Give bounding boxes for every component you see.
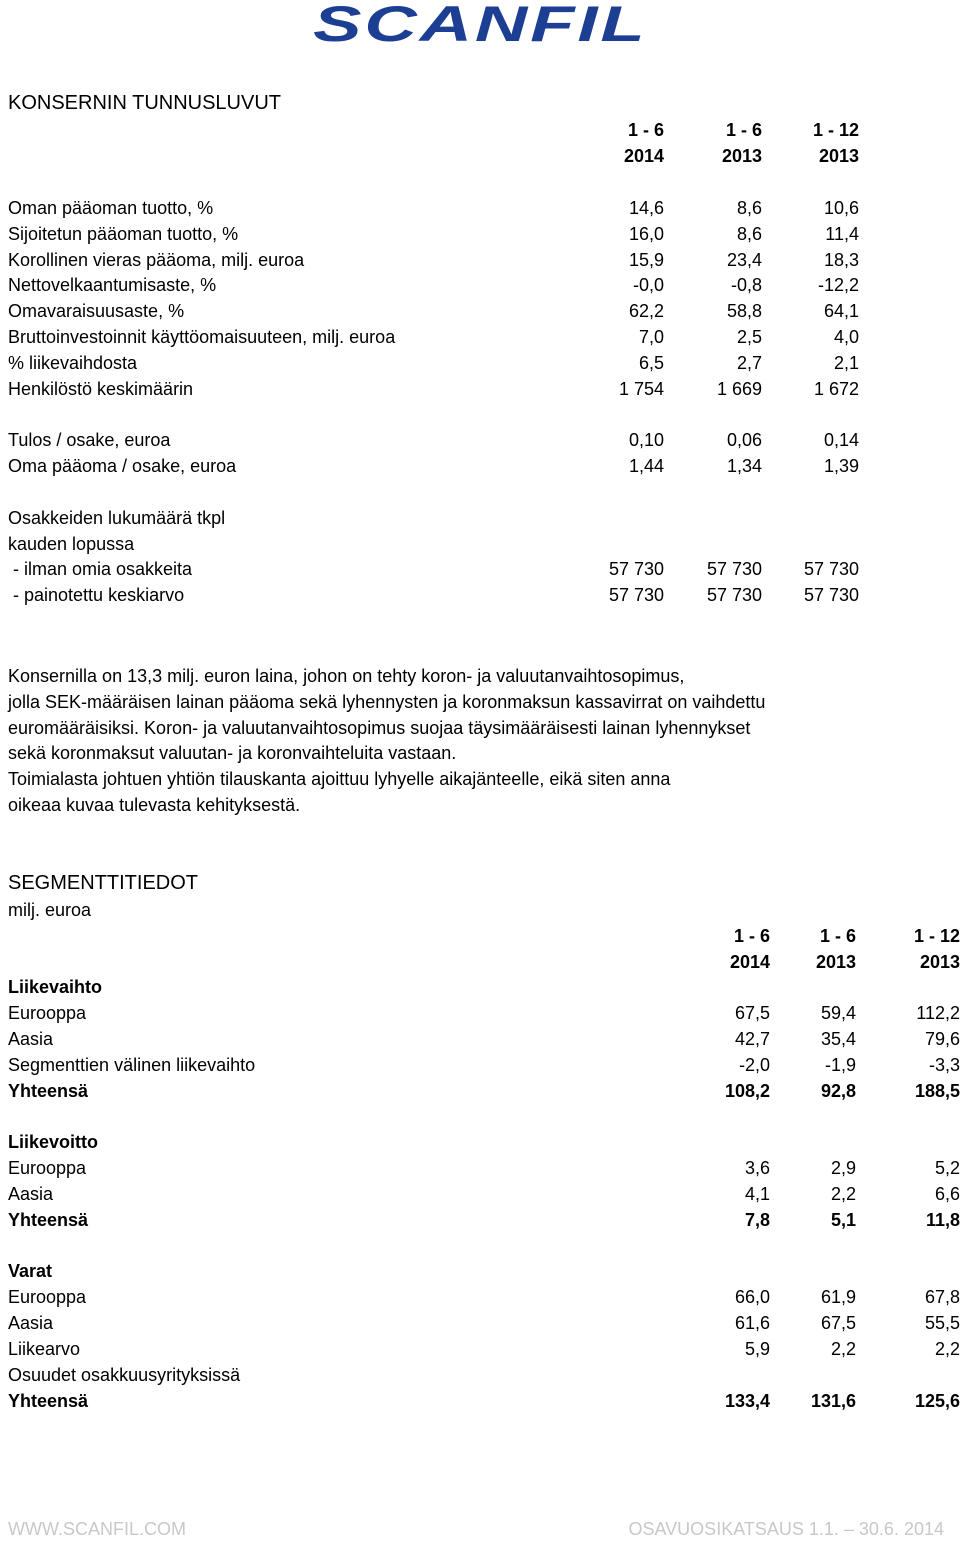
row-value: 5,1 bbox=[830, 1210, 856, 1230]
table-row bbox=[0, 221, 960, 247]
table-row bbox=[0, 1207, 960, 1233]
row-value: 67,5 bbox=[820, 1313, 856, 1333]
row-value: 1 672 bbox=[813, 379, 859, 399]
row-value: 7,0 bbox=[638, 327, 664, 347]
ratios-header-year bbox=[0, 143, 960, 169]
row-value: 57 730 bbox=[706, 585, 762, 605]
row-value: 61,6 bbox=[734, 1313, 770, 1333]
row-value: 15,9 bbox=[628, 250, 664, 270]
table-row bbox=[0, 453, 960, 479]
table-row bbox=[0, 376, 960, 402]
row-value: 125,6 bbox=[914, 1391, 960, 1411]
row-label: Liikearvo bbox=[8, 1339, 81, 1359]
col-header: 1 - 6 bbox=[725, 120, 762, 140]
row-value: 92,8 bbox=[820, 1081, 856, 1101]
col-header: 2013 bbox=[919, 952, 960, 972]
row-value: 57 730 bbox=[608, 559, 664, 579]
row-label: Yhteensä bbox=[8, 1391, 89, 1411]
table-row bbox=[0, 1336, 960, 1362]
table-row bbox=[0, 582, 960, 608]
row-value: 1,39 bbox=[823, 456, 859, 476]
note-line: jolla SEK-määräisen lainan pääoma sekä lyhennysten ja koronmaksun kassavirrat on vaihdettu bbox=[8, 691, 766, 712]
row-label: % liikevaihdosta bbox=[8, 353, 138, 373]
row-value: -3,3 bbox=[928, 1055, 960, 1075]
row-value: 4,1 bbox=[744, 1184, 770, 1204]
row-value: 11,4 bbox=[825, 224, 859, 244]
row-value: 18,3 bbox=[823, 250, 859, 270]
row-value: -2,0 bbox=[738, 1055, 770, 1075]
col-header: 1 - 6 bbox=[819, 926, 856, 946]
footer-report-title: OSAVUOSIKATSAUS 1.1. – 30.6. 2014 bbox=[628, 1519, 944, 1539]
row-value: 67,8 bbox=[924, 1287, 960, 1307]
row-label: Segmenttien välinen liikevaihto bbox=[8, 1055, 256, 1075]
table-row bbox=[0, 350, 960, 376]
col-header: 1 - 6 bbox=[733, 926, 770, 946]
row-value: 61,9 bbox=[820, 1287, 856, 1307]
col-header: 2013 bbox=[815, 952, 856, 972]
table-row bbox=[0, 272, 960, 298]
row-value: 3,6 bbox=[744, 1158, 770, 1178]
table-row bbox=[0, 1258, 960, 1284]
row-value: 62,2 bbox=[628, 301, 664, 321]
row-value: 2,9 bbox=[830, 1158, 856, 1178]
note-line: euromääräisiksi. Koron- ja valuutanvaihtosopimus suojaa täysimääräisesti lainan lyhennykset bbox=[8, 717, 751, 738]
row-label: Omavaraisuusaste, % bbox=[8, 301, 185, 321]
note-line: Konsernilla on 13,3 milj. euron laina, johon on tehty koron- ja valuutanvaihtosopimus, bbox=[8, 666, 685, 686]
table-row bbox=[0, 247, 960, 273]
row-value: 57 730 bbox=[803, 585, 859, 605]
row-label: Bruttoinvestoinnit käyttöomaisuuteen, milj. euroa bbox=[8, 327, 396, 347]
row-value: 0,10 bbox=[628, 430, 664, 450]
row-label: Osakkeiden lukumäärä tkpl bbox=[8, 508, 226, 528]
segments-unit bbox=[0, 897, 960, 923]
table-row bbox=[0, 974, 960, 1000]
row-label: Oma pääoma / osake, euroa bbox=[8, 456, 237, 476]
table-row bbox=[0, 427, 960, 453]
segments-title: SEGMENTTITIEDOT bbox=[8, 872, 198, 894]
table-row bbox=[0, 1388, 960, 1414]
row-value: 79,6 bbox=[924, 1029, 960, 1049]
logo-text: SCANFIL bbox=[312, 0, 648, 52]
col-header: 2014 bbox=[623, 146, 664, 166]
row-value: 5,9 bbox=[744, 1339, 770, 1359]
row-value: 8,6 bbox=[736, 198, 762, 218]
row-value: 11,8 bbox=[925, 1210, 960, 1230]
col-header: 1 - 12 bbox=[812, 120, 859, 140]
row-value: 4,0 bbox=[833, 327, 859, 347]
row-label: Yhteensä bbox=[8, 1081, 89, 1101]
table-row bbox=[0, 324, 960, 350]
row-value: -1,9 bbox=[824, 1055, 856, 1075]
row-value: -0,0 bbox=[632, 275, 664, 295]
unit-label: milj. euroa bbox=[8, 900, 92, 920]
segments-header-year bbox=[0, 949, 960, 975]
row-value: 188,5 bbox=[914, 1081, 960, 1101]
table-row bbox=[0, 1078, 960, 1104]
row-label: Varat bbox=[8, 1261, 53, 1281]
ratios-title: KONSERNIN TUNNUSLUVUT bbox=[8, 92, 281, 114]
table-row bbox=[0, 1052, 960, 1078]
row-value: 5,2 bbox=[934, 1158, 960, 1178]
row-label: Sijoitetun pääoman tuotto, % bbox=[8, 224, 239, 244]
row-value: 57 730 bbox=[803, 559, 859, 579]
col-header: 2013 bbox=[721, 146, 762, 166]
row-value: 2,5 bbox=[736, 327, 762, 347]
row-value: 6,6 bbox=[934, 1184, 960, 1204]
row-value: 0,14 bbox=[823, 430, 859, 450]
row-label: Korollinen vieras pääoma, milj. euroa bbox=[8, 250, 305, 270]
row-value: 2,2 bbox=[934, 1339, 960, 1359]
row-value: 55,5 bbox=[924, 1313, 960, 1333]
row-label: Eurooppa bbox=[8, 1287, 87, 1307]
table-row bbox=[0, 1362, 960, 1388]
row-value: 57 730 bbox=[608, 585, 664, 605]
row-value: 112,2 bbox=[916, 1003, 960, 1023]
col-header: 2013 bbox=[818, 146, 859, 166]
row-value: 7,8 bbox=[744, 1210, 770, 1230]
table-row bbox=[0, 1000, 960, 1026]
table-row bbox=[0, 1310, 960, 1336]
row-label: Eurooppa bbox=[8, 1003, 87, 1023]
table-row bbox=[0, 1284, 960, 1310]
row-label: Tulos / osake, euroa bbox=[8, 430, 171, 450]
row-label: kauden lopussa bbox=[8, 534, 135, 554]
ratios-header-period bbox=[0, 117, 960, 143]
row-label: Henkilöstö keskimäärin bbox=[8, 379, 194, 399]
row-value: 1 754 bbox=[618, 379, 664, 399]
row-value: 58,8 bbox=[726, 301, 762, 321]
note-line: sekä koronmaksut valuutan- ja koronvaihteluita vastaan. bbox=[8, 743, 457, 764]
row-label: - ilman omia osakkeita bbox=[8, 559, 193, 579]
table-row bbox=[0, 1026, 960, 1052]
row-value: 14,6 bbox=[628, 198, 664, 218]
row-value: 2,2 bbox=[830, 1339, 856, 1359]
row-label: Aasia bbox=[8, 1184, 54, 1204]
col-header: 1 - 6 bbox=[627, 120, 664, 140]
row-value: 10,6 bbox=[823, 198, 859, 218]
row-value: 23,4 bbox=[726, 250, 762, 270]
row-label: Aasia bbox=[8, 1313, 54, 1333]
col-header: 1 - 12 bbox=[913, 926, 960, 946]
row-value: 1,44 bbox=[628, 456, 664, 476]
table-row bbox=[0, 531, 960, 557]
row-value: 8,6 bbox=[736, 224, 762, 244]
row-label: Osuudet osakkuusyrityksissä bbox=[8, 1365, 241, 1385]
table-row bbox=[0, 1129, 960, 1155]
row-value: 0,06 bbox=[726, 430, 762, 450]
row-label: - painotettu keskiarvo bbox=[8, 585, 185, 605]
row-label: Oman pääoman tuotto, % bbox=[8, 198, 214, 218]
row-value: 35,4 bbox=[820, 1029, 856, 1049]
row-value: 1 669 bbox=[716, 379, 762, 399]
table-row bbox=[0, 505, 960, 531]
row-value: 133,4 bbox=[724, 1391, 770, 1411]
row-label: Nettovelkaantumisaste, % bbox=[8, 275, 217, 295]
row-value: 2,2 bbox=[830, 1184, 856, 1204]
table-row bbox=[0, 195, 960, 221]
row-value: 2,7 bbox=[736, 353, 762, 373]
row-value: 1,34 bbox=[726, 456, 762, 476]
company-logo bbox=[0, 0, 960, 52]
row-value: 66,0 bbox=[734, 1287, 770, 1307]
row-value: 59,4 bbox=[820, 1003, 856, 1023]
table-row bbox=[0, 1181, 960, 1207]
note-line: Toimialasta johtuen yhtiön tilauskanta ajoittuu lyhyelle aikajänteelle, eikä siten anna bbox=[8, 769, 671, 790]
row-value: 108,2 bbox=[724, 1081, 770, 1101]
row-value: 64,1 bbox=[823, 301, 859, 321]
col-header: 2014 bbox=[729, 952, 770, 972]
footer-website: WWW.SCANFIL.COM bbox=[8, 1519, 186, 1539]
row-label: Liikevaihto bbox=[8, 977, 103, 997]
segments-header-period bbox=[0, 923, 960, 949]
row-label: Yhteensä bbox=[8, 1210, 89, 1230]
row-label: Liikevoitto bbox=[8, 1132, 99, 1152]
row-value: 57 730 bbox=[706, 559, 762, 579]
row-value: -12,2 bbox=[817, 275, 859, 295]
row-value: 42,7 bbox=[734, 1029, 770, 1049]
table-row bbox=[0, 1155, 960, 1181]
row-value: 67,5 bbox=[734, 1003, 770, 1023]
row-value: 6,5 bbox=[638, 353, 664, 373]
row-value: 16,0 bbox=[628, 224, 664, 244]
row-value: 2,1 bbox=[833, 353, 859, 373]
note-line: oikeaa kuvaa tulevasta kehityksestä. bbox=[8, 794, 301, 815]
table-row bbox=[0, 556, 960, 582]
row-label: Aasia bbox=[8, 1029, 54, 1049]
table-row bbox=[0, 298, 960, 324]
note-paragraph bbox=[8, 664, 958, 819]
row-value: -0,8 bbox=[730, 275, 762, 295]
row-value: 131,6 bbox=[810, 1391, 856, 1411]
row-label: Eurooppa bbox=[8, 1158, 87, 1178]
